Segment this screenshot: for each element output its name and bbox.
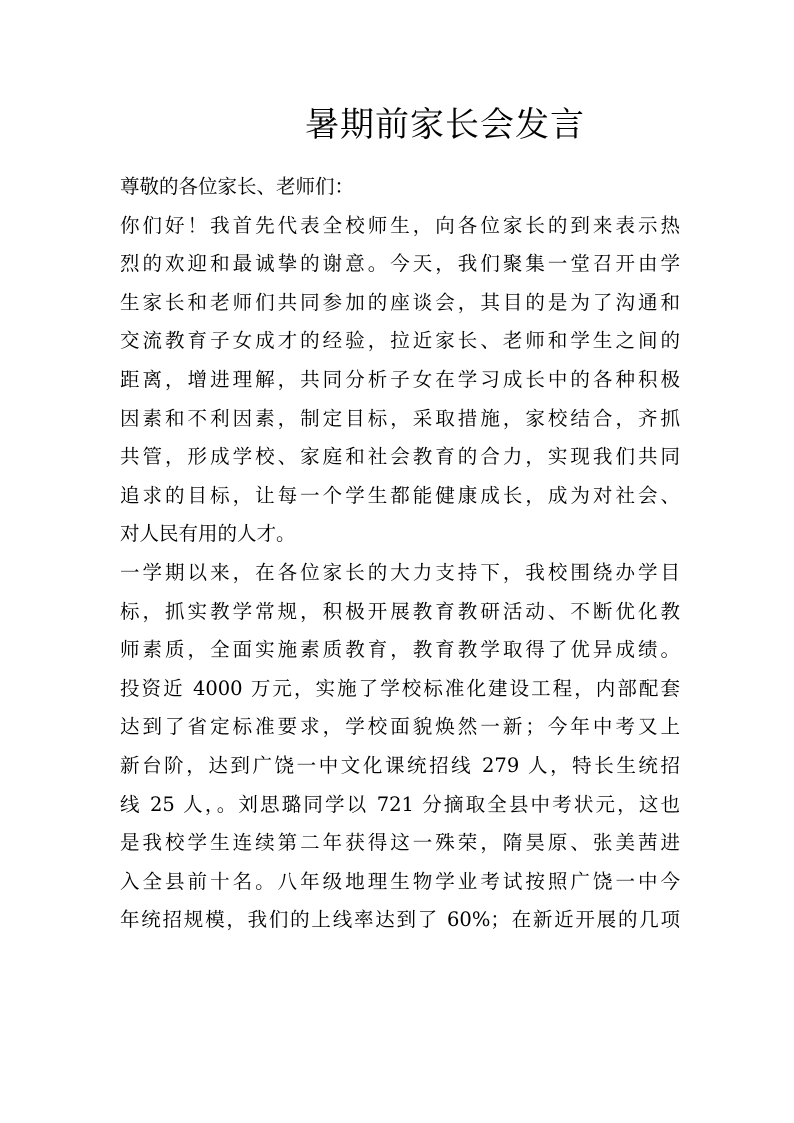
paragraph-line: 达到了省定标准要求，学校面貌焕然一新；今年中考又上 — [120, 715, 680, 739]
salutation-line: 尊敬的各位家长、老师们： — [120, 175, 355, 198]
paragraph-line: 师素质，全面实施素质教育，教育教学取得了优异成绩。 — [120, 638, 680, 662]
page-title: 暑期前家长会发言 — [305, 105, 585, 145]
paragraph-line: 对人民有用的人才。 — [120, 522, 296, 546]
paragraph-line: 标，抓实教学常规，积极开展教育教研活动、不断优化教 — [120, 599, 680, 623]
paragraph-line: 距离，增进理解，共同分析子女在学习成长中的各种积极 — [120, 367, 680, 391]
paragraph-line: 入全县前十名。八年级地理生物学业考试按照广饶一中今 — [120, 869, 680, 893]
speech-body — [120, 168, 680, 940]
paragraph-line: 追求的目标，让每一个学生都能健康成长，成为对社会、 — [120, 483, 680, 507]
paragraph-line: 你们好！我首先代表全校师生，向各位家长的到来表示热 — [120, 213, 680, 237]
paragraph-line: 线 25 人，。刘思璐同学以 721 分摘取全县中考状元，这也 — [120, 792, 680, 816]
paragraph-line: 烈的欢迎和最诚挚的谢意。今天，我们聚集一堂召开由学 — [120, 252, 680, 276]
paragraph-line: 投资近 4000 万元，实施了学校标准化建设工程，内部配套 — [120, 676, 680, 700]
paragraph-line: 年统招规模，我们的上线率达到了 60%；在新近开展的几项 — [120, 908, 680, 932]
paragraph-line: 交流教育子女成才的经验，拉近家长、老师和学生之间的 — [120, 329, 680, 353]
paragraph-line: 一学期以来，在各位家长的大力支持下，我校围绕办学目 — [120, 560, 680, 584]
paragraph-line: 新台阶，达到广饶一中文化课统招线 279 人，特长生统招 — [120, 753, 680, 777]
paragraph-line: 共管，形成学校、家庭和社会教育的合力，实现我们共同 — [120, 445, 680, 469]
paragraph-line: 因素和不利因素，制定目标，采取措施，家校结合，齐抓 — [120, 406, 680, 430]
paragraph-line: 生家长和老师们共同参加的座谈会，其目的是为了沟通和 — [120, 290, 680, 314]
paragraph-line: 是我校学生连续第二年获得这一殊荣，隋昊原、张美茜进 — [120, 831, 680, 855]
